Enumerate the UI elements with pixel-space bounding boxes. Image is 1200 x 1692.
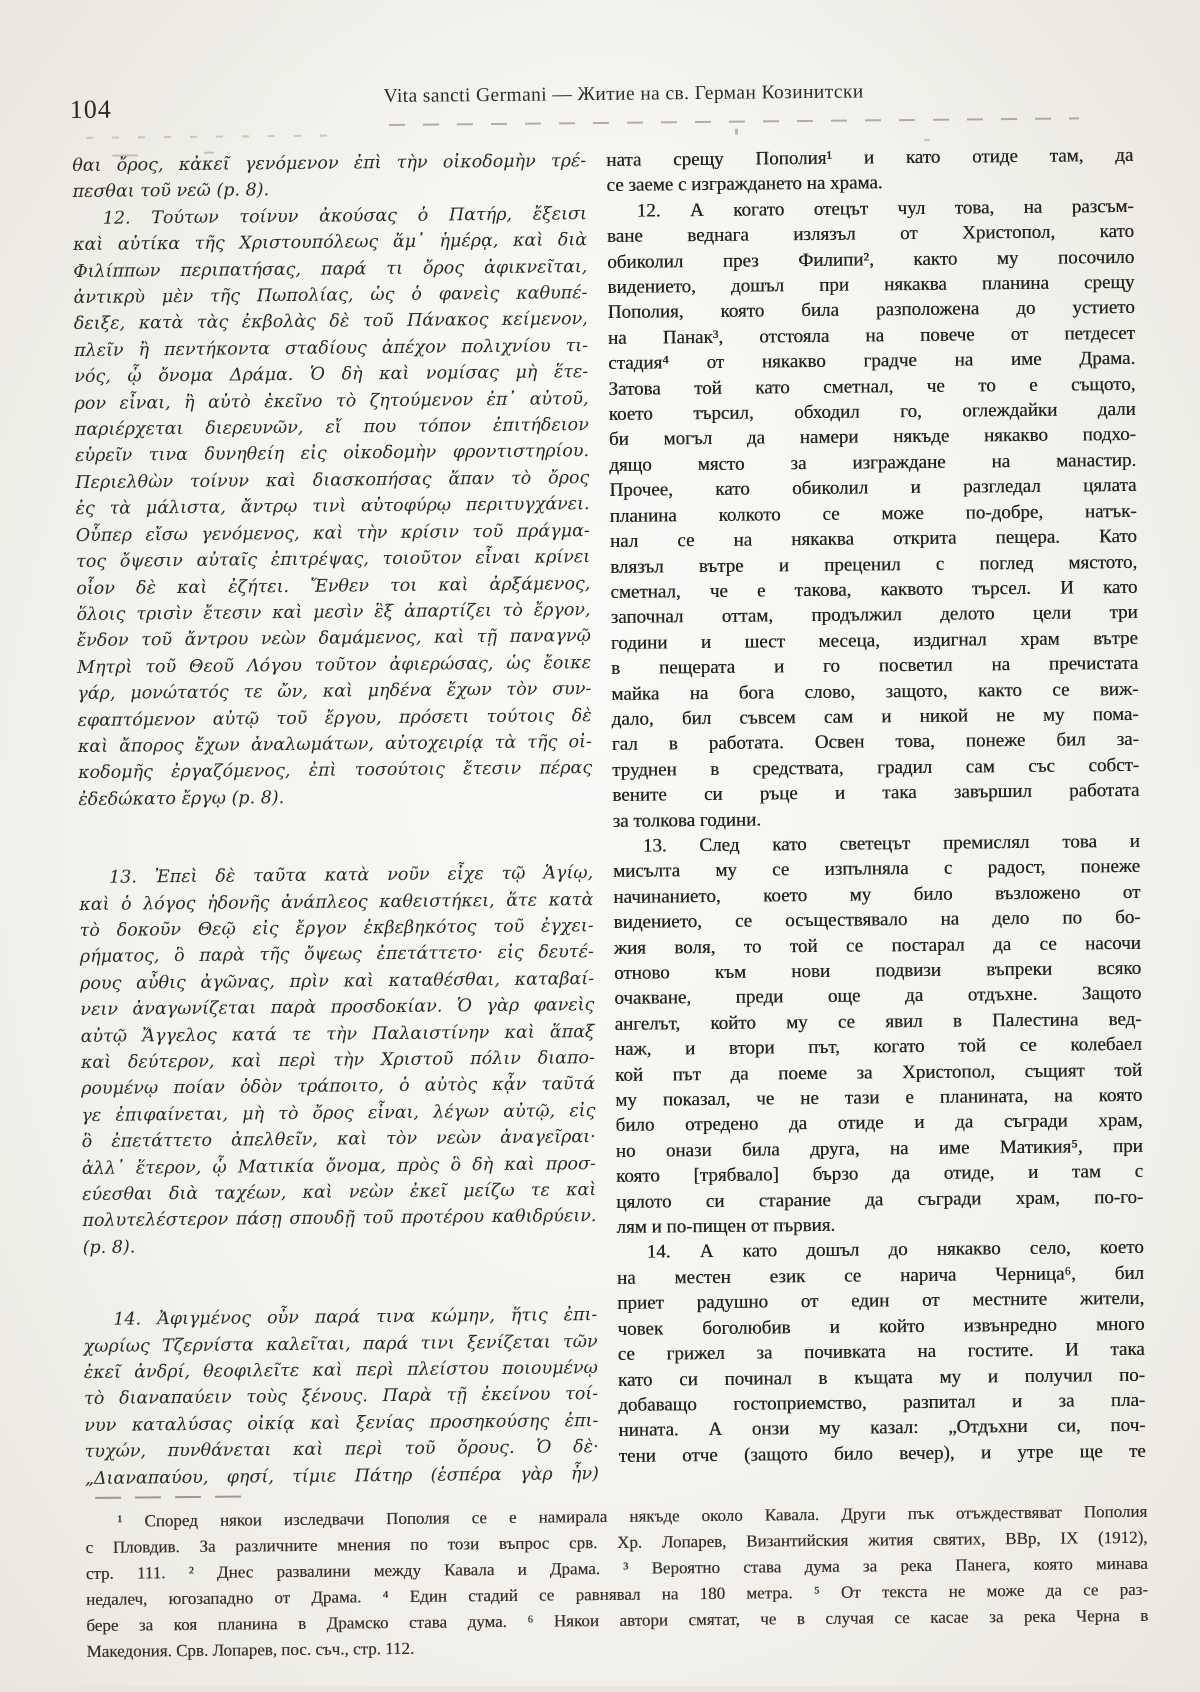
greek-text-line: ρουμένῳ ποίαν ὁδὸν τράποιτο, ὁ αὐτὸς κᾆν ταῦτά xyxy=(81,1074,596,1100)
greek-text-line: εὑρεῖν τινα δυνηθείη εἰς οἰκοδομὴν φροντιστηρίου. xyxy=(74,441,590,467)
bulgarian-text-line: наж, и втори път, когато той се колебаел xyxy=(614,1034,1142,1061)
bulgarian-text-line: цялото си старание да съгради храм, по-го- xyxy=(616,1186,1144,1213)
bulgarian-text-line: сметнал, че е такова, каквото търсел. И като xyxy=(610,576,1138,603)
greek-text-line: τος ὄψεσιν αὐταῖς ἐπιτρέψας, τοιοῦτον εἶναι κρίνει xyxy=(75,547,591,573)
bulgarian-text-line: Пополия, която била разположена до устието xyxy=(607,297,1135,324)
bulgarian-text-line: лям и по-пищен от първия. xyxy=(616,1214,836,1238)
header-rule-left xyxy=(86,135,336,139)
bulgarian-text-line: тени отче (защото било вечер), и утре ще те xyxy=(618,1440,1146,1467)
bulgarian-text-line: Прочее, като обиколил и разгледал цялата xyxy=(609,475,1137,502)
bulgarian-text-line: планина колкото се може по-добре, натък- xyxy=(609,500,1137,527)
greek-text-line: γε ἐπιφαίνεται, μὴ τὸ ὄρος εἶναι, λέγων αὐτῷ, εἰς xyxy=(81,1100,596,1126)
bulgarian-text-line: Затова той като сметнал, че то е същото, xyxy=(608,373,1136,400)
greek-text-line: ἔνδον τοῦ ἄντρου νεὼν δαμάμενος, καὶ τῇ παναγνῷ xyxy=(76,626,591,652)
greek-text-line: 13. Ἐπεὶ δὲ ταῦτα κατὰ νοῦν εἶχε τῷ Ἁγίῳ, xyxy=(109,863,594,888)
bulgarian-text-line: 14. А като дошъл до някакво село, което xyxy=(646,1237,1144,1264)
bulgarian-text-line: вените си ръце и така завършил работата xyxy=(612,779,1140,807)
scan-artifact xyxy=(735,129,738,135)
greek-text-line: δειξε, κατὰ τὰς ἐκβολὰς δὲ τοῦ Πάνακος κείμενον, xyxy=(73,309,588,335)
greek-text-line: Μητρὶ τοῦ Θεοῦ Λόγου τοῦτον ἀφιερώσας, ὡς ἔοικε xyxy=(77,652,592,678)
greek-text-line: 12. Τούτων τοίνυν ἀκούσας ὁ Πατήρ, ἔξεισι xyxy=(102,203,587,229)
page-number: 104 xyxy=(69,94,112,125)
greek-text-line: ρήματος, ὃ παρὰ τῆς ὄψεως ἐπετάττετο· εἰς δευτέ- xyxy=(79,942,594,968)
greek-text-line: οἷον δὲ καὶ ἐζήτει. Ἔνθεν τοι καὶ ἀρξάμενος, xyxy=(76,573,591,599)
bulgarian-paragraph-14 xyxy=(617,1235,1146,1469)
greek-text-line: „Διαναπαύου, φησί, τίμιε Πάτηρ (ἑσπέρα γὰρ ἦν) xyxy=(84,1463,599,1489)
footnotes-block xyxy=(85,1499,1148,1665)
bulgarian-text-line: 13. След като светецът премислял това и xyxy=(642,830,1140,857)
greek-text-line: ὃ ἐπετάττετο ἀπελθεῖν, καὶ τὸν νεὼν ἀναγεῖραι· xyxy=(81,1127,596,1153)
bulgarian-text-line: като си починал в къщата му и получил по- xyxy=(617,1364,1146,1391)
bulgarian-text-line: труднен в средствата, градил сам със собст- xyxy=(612,754,1140,781)
footnote-line: стр. 111. ² Днес развалини между Кавала и Драма. ³ Вероятно става дума за река Панега, която минава xyxy=(85,1553,1148,1583)
footnote-line: ¹ Според някои изследвачи Пополия се е намирала някъде около Кавала. Други пък отъждествяват Пополия xyxy=(117,1501,1148,1531)
footnote-line: бере за коя планина в Драмско става дума. ⁶ Някои автори смятат, че в случая се касае за река Черна в xyxy=(86,1605,1149,1635)
greek-text-line: ἐκεῖ ἀνδρί, θεοφιλεῖτε καὶ περὶ πλείστου ποιουμένῳ xyxy=(83,1358,598,1384)
greek-text-line: νειν ἀναγωνίζεται παρὰ προσδοκίαν. Ὁ γὰρ φανεὶς xyxy=(80,995,595,1021)
bulgarian-text-line: но онази била друга, на име Матикия⁵, при xyxy=(615,1135,1143,1162)
greek-text-line: εφαπτόμενον αὐτῷ τοῦ ἔργου, πρόσετι τούτοις δὲ xyxy=(77,705,592,731)
bulgarian-text-line: се грижел за почивката на гостите. И така xyxy=(617,1338,1145,1365)
greek-text-line: ρον εἶναι, ἢ αὐτὸ ἐκεῖνο τὸ ζητούμενον ἐπ᾽ αὐτοῦ, xyxy=(74,388,589,414)
greek-paragraph-12 xyxy=(73,201,593,813)
greek-text-line: καὶ δεύτερον, καὶ περὶ τὴν Χριστοῦ πόλιν διαπο- xyxy=(80,1048,595,1073)
greek-text-line: χωρίως Τζερνίστα καλεῖται, παρά τινι ξενίζεται τῶν xyxy=(83,1331,598,1357)
greek-paragraph-13 xyxy=(79,860,597,1261)
bulgarian-text-line: майка на бога слово, защото, както се виж- xyxy=(611,678,1139,705)
bulgarian-text-line: 12. А когато отецът чул това, на разсъм- xyxy=(636,195,1134,222)
bulgarian-text-line: която [трябвало] бързо да отиде, и там с xyxy=(615,1161,1144,1188)
running-title: Vita sancti Germani — Житие на св. Герман Козинитски xyxy=(383,81,864,108)
bulgarian-text-line: дящо място за изграждане на манастир. xyxy=(609,449,1137,476)
bulgarian-text-line: се заеме с изграждането на храма. xyxy=(606,172,883,197)
footnote-line: Македония. Срв. Лопарев, пос. съч., стр. 112. xyxy=(86,1638,415,1661)
bulgarian-paragraph-12 xyxy=(607,194,1140,834)
greek-text-line: ὅλοις τρισὶν ἔτεσιν καὶ μεσὶν ἓξ ἀπαρτίζει τὸ ἔργον, xyxy=(76,599,591,625)
bulgarian-paragraph-continued xyxy=(606,143,1133,199)
bulgarian-text-line: видението, дошъл при някаква планина срещу xyxy=(607,271,1135,298)
bulgarian-text-line: ната срещу Пополия¹ и като отиде там, да xyxy=(606,144,1134,171)
bulgarian-text-line: стадия⁴ от някакво градче на име Драма. xyxy=(608,348,1136,375)
bulgarian-text-line: мисълта му се изпълняла с радост, понеже xyxy=(612,856,1141,883)
greek-text-line: Φιλίππων περιπατήσας, παρά τι ὄρος ἀφικνεῖται, xyxy=(73,256,588,282)
greek-text-line: καὶ ἄπορος ἔχων ἀναλωμάτων, αὐτοχειρίᾳ τὰ τῆς οἰ- xyxy=(77,732,592,757)
bulgarian-text-line: добаващо гостоприемство, разпитал и за пла- xyxy=(618,1389,1146,1416)
greek-text-line: παριέρχεται διερευνῶν, εἴ που τόπον ἐπιτήδειον xyxy=(74,415,589,441)
bulgarian-text-line: видението, се осъществявало на дело по бо- xyxy=(613,907,1141,934)
bulgarian-text-line: жия воля, то той се постарал да се насочи xyxy=(613,932,1141,959)
greek-text-line: καὶ αὐτίκα τῆς Χριστουπόλεως ἅμ᾽ ἡμέρᾳ, καὶ διὰ xyxy=(72,230,588,256)
bulgarian-text-line: нината. А онзи му казал: „Отдъхни си, поч- xyxy=(618,1415,1146,1442)
bulgarian-text-line: гал в работата. Освен това, понеже бил за- xyxy=(611,729,1139,756)
greek-text-line: 14. Ἀφιγμένος οὖν παρά τινα κώμην, ἥτις ἐπι- xyxy=(113,1305,598,1330)
bulgarian-text-line: нал се на някаква открита пещера. Като xyxy=(609,525,1137,552)
greek-text-line: θαι ὄρος, κἀκεῖ γενόμενον ἐπὶ τὴν οἰκοδομὴν τρέ- xyxy=(72,151,587,177)
bulgarian-text-line: човек боголюбив и който извънредно много xyxy=(617,1313,1145,1340)
greek-text-line: κοδομῆς ἐργαζόμενος, ἐπὶ τοσούτοις ἔτεσιν πέρας xyxy=(78,758,593,784)
greek-text-line: πολυτελέστερον πάσῃ σπουδῇ τοῦ προτέρου καθιδρύειν. xyxy=(82,1206,597,1232)
bulgarian-text-line: на местен език се нарича Черница⁶, бил xyxy=(616,1262,1145,1289)
greek-text-line: πλεῖν ἢ πεντήκοντα σταδίους ἀπέχον πολιχνίου τι- xyxy=(73,335,589,361)
footnote-line: с Пловдив. За различните мнения по този въпрос срв. Хр. Лопарев, Византийския жития святих, ВВр, IX (1912), xyxy=(85,1527,1148,1557)
greek-text-line: Οὗπερ εἴσω γενόμενος, καὶ τὴν κρίσιν τοῦ πράγμα- xyxy=(75,520,590,546)
greek-text-line: τὸ διαναπαύειν τοὺς ξένους. Παρὰ τῇ ἐκείνου τοί- xyxy=(84,1384,599,1410)
bulgarian-text-line: започнал оттам, продължил делото цели три xyxy=(610,602,1138,629)
greek-text-line: τυχών, πυνθάνεται καὶ περὶ τοῦ ὄρους. Ὁ δὲ· xyxy=(84,1437,599,1463)
bulgarian-text-line: обиколил през Филипи², както му посочило xyxy=(607,246,1135,273)
greek-text-line: (p. 8). xyxy=(82,1237,136,1258)
bulgarian-text-line: би могъл да намери някъде някакво подхо- xyxy=(608,424,1137,451)
greek-text-line: νυν καταλύσας οἰκίᾳ καὶ ξενίας προσηκούσης ἐπι- xyxy=(84,1410,599,1436)
greek-text-line: ἐδεδώκατο ἔργῳ (p. 8). xyxy=(78,787,285,810)
footnote-separator-rule xyxy=(95,1495,245,1498)
greek-text-column xyxy=(72,148,599,1492)
header-rule xyxy=(389,117,1079,126)
bulgarian-text-line: начинанието, което му било възложено от xyxy=(613,881,1141,908)
greek-text-line: ἀντικρὺ μὲν τῆς Πωπολίας, ὡς ὁ φανεὶς καθυπέ- xyxy=(73,283,588,309)
greek-text-line: νός, ᾧ ὄνομα Δράμα. Ὁ δὴ καὶ νομίσας μὴ ἕτε- xyxy=(74,362,589,388)
bulgarian-text-line: дало, бил съвсем сам и никой не му пома- xyxy=(611,703,1139,730)
bulgarian-text-line: било отредено да отиде и да съгради храм, xyxy=(615,1110,1143,1137)
bulgarian-text-line: ангелът, който му се явил в Палестина вед- xyxy=(614,1008,1142,1035)
footnote-line: недалеч, югозападно от Драма. ⁴ Един стадий се равнявал на 180 метра. ⁵ От текста не може да се раз- xyxy=(85,1579,1149,1609)
greek-text-line: ἐς τὰ μάλιστα, ἄντρῳ τινὶ αὐτοφύρῳ περιτυγχάνει. xyxy=(75,494,590,520)
bulgarian-text-line: му показал, че не тази е планината, на която xyxy=(615,1084,1143,1111)
bulgarian-text-line: приет радушно от един от местните жители, xyxy=(617,1288,1145,1315)
greek-text-line: τὸ δοκοῦν Θεῷ εἰς ἔργον ἐκβεβηκότος τοῦ ἐγχει- xyxy=(79,916,594,941)
bulgarian-text-line: за толкова години. xyxy=(612,809,762,832)
greek-paragraph-14 xyxy=(83,1302,599,1492)
bulgarian-text-line: в пещерата и го посветил на пречистата xyxy=(611,652,1139,680)
bulgarian-text-column xyxy=(606,143,1146,1469)
greek-text-line: γάρ, μονώτατός τε ὤν, καὶ μηδένα ἔχων τὸν συν- xyxy=(77,679,592,705)
greek-text-line: ρους αὖθις ἀγῶνας, πρὶν καὶ καταθέσθαι, καταβαί- xyxy=(80,968,595,994)
bulgarian-text-line: очакване, преди още да отдъхне. Защото xyxy=(614,983,1142,1010)
bulgarian-text-line: на Панак³, отстояла на повече от петдесет xyxy=(607,322,1136,349)
bulgarian-text-line: кой път да поеме за Христопол, същият той xyxy=(614,1059,1143,1086)
bulgarian-text-line: години и шест месеца, издигнал храм вътре xyxy=(610,627,1138,654)
greek-text-line: καὶ ὁ λόγος ἡδονῆς ἀνάπλεος καθειστήκει, ἅτε κατὰ xyxy=(79,889,594,915)
bulgarian-text-line: отново към нови подвизи въпреки всяко xyxy=(613,957,1142,984)
bulgarian-text-line: ване веднага излязъл от Христопол, като xyxy=(606,221,1135,248)
bulgarian-text-line: което търсил, обходил го, оглеждайки дали xyxy=(608,398,1136,425)
scan-artifact xyxy=(924,139,930,141)
greek-text-line: εύεσθαι διὰ ταχέων, καὶ νεὼν ἐκεῖ μείζω τε καὶ xyxy=(82,1180,597,1206)
greek-text-line: ἀλλ᾽ ἕτερον, ᾧ Ματικία ὄνομα, πρὸς ὃ δὴ καὶ προσ- xyxy=(81,1153,596,1179)
greek-text-line: πεσθαι τοῦ νεῶ (p. 8). xyxy=(72,180,270,203)
bulgarian-text-line: влязъл вътре и преценил с поглед мястото, xyxy=(610,551,1138,578)
greek-paragraph-continued xyxy=(72,148,586,206)
greek-text-line: Περιελθὼν τοίνυν καὶ διασκοπήσας ἅπαν τὸ ὄρος xyxy=(75,467,590,493)
bulgarian-paragraph-13 xyxy=(613,829,1144,1241)
greek-text-line: αὐτῷ Ἄγγελος κατά τε τὴν Παλαιστίνην καὶ ἅπαξ xyxy=(80,1021,595,1047)
